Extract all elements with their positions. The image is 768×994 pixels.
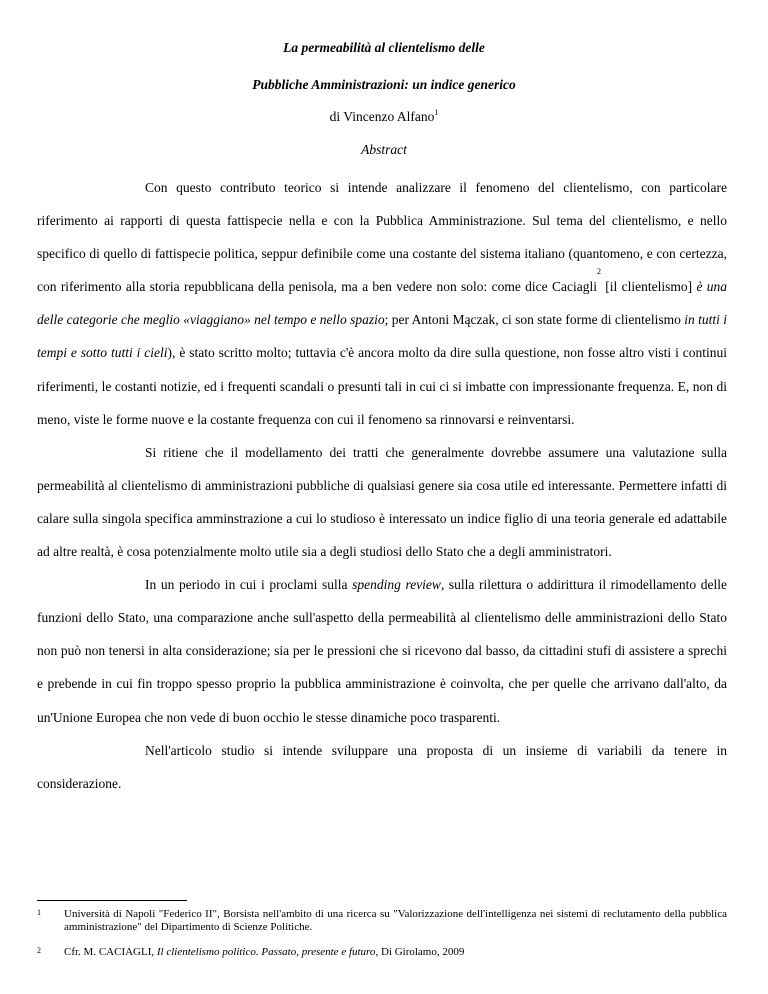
abstract-heading: Abstract	[361, 142, 407, 157]
author-name: di Vincenzo Alfano	[329, 109, 435, 124]
footnote-text	[64, 946, 727, 959]
paragraph-4: Nell'articolo studio si intende sviluppare una proposta di un insieme di variabili da tenere in considerazione.	[37, 742, 727, 791]
caciagli-quote: è una delle categorie che meglio «viaggiano» nel tempo e nello spazio	[37, 279, 728, 328]
maczak-quote: in tutti i tempi e sotto tutti i cieli	[37, 312, 728, 361]
paragraph-2: Si ritiene che il modellamento dei tratti che generalmente dovrebbe assumere una valutazione sulla permeabilità al clientelismo di amministrazioni pubbliche di qualsiasi genere sia cosa utile ed interessante. Permettere infatti di calare sulla singola specifica amminstrazione a cui lo studioso è interessato un indice figlio di una teoria generale ed adattabile ad altre realtà, è cosa potenzialmente molto utile sia a degli studiosi dello Stato che a degli amministratori.	[37, 444, 727, 560]
citation-author: Cfr. M. CACIAGLI,	[64, 946, 157, 958]
paragraph-3-text: , sulla rilettura o addirittura il rimodellamento delle funzioni dello Stato, una comparazione anche sull'aspetto della permeabilità al clientelismo delle amministrazioni dello Stato non può non tenersi in alta considerazione; sia per le pressioni che si ricevono dal basso, da cittadini stufi di assistere a sprechi e prebende in cui fin troppo spesso proprio la pubblica amministrazione è coinvolta, che per quelle che arrivano dall'alto, da un'Unione Europea che non vede di buon occhio le stesse dinamiche poco trasparenti.	[37, 577, 727, 725]
paragraph-1-text: ; per Antoni Mączak, ci son state forme di clientelismo	[384, 312, 685, 328]
citation-title: Il clientelismo politico. Passato, presente e futuro	[156, 946, 376, 958]
footnote-separator	[37, 900, 187, 901]
footnote-number: 2	[37, 946, 41, 955]
footnote-number: 1	[37, 908, 41, 917]
footnote-ref-1[interactable]: 1	[434, 108, 439, 117]
paragraph-1-text: ), è stato scritto molto; tuttavia c'è ancora molto da dire sulla questione, non fosse altro visti i continui riferimenti, le costanti notizie, ed i frequenti scandali o presunti tali in cui ci si imbatte con impressionante frequenza. E, non di meno, viste le forme nuove e la costante frequenza con cui il fenomeno sa rinnovarsi e reinventarsi.	[37, 345, 728, 427]
footnote-1	[37, 908, 727, 933]
abstract-body	[37, 171, 728, 791]
paragraph-1-text: Con questo contributo teorico si intende analizzare il fenomeno del clientelismo, con particolare riferimento ai rapporti di questa fattispecie nella e con la Pubblica Amministrazione. Sul tema del clientelismo, e nello specifico di quello di fattispecie politica, seppur definibile come una costante del sistema italiano (quantomeno, e con certezza, con riferimento alla storia repubblicana della penisola, ma a ben vedere non solo: come dice Caciagli	[37, 180, 727, 295]
title-line-2: Pubbliche Amministrazioni: un indice generico	[252, 77, 516, 92]
paragraph-3-text: In un periodo in cui i proclami sulla	[145, 577, 353, 593]
author-line	[0, 109, 768, 125]
paragraph-1	[37, 171, 727, 436]
paragraph-3	[37, 568, 727, 733]
paragraph-1-text: [il clientelismo]	[600, 279, 697, 295]
title-line-1: La permeabilità al clientelismo delle	[283, 40, 485, 55]
citation-publisher: , Di Girolamo, 2009	[375, 946, 465, 958]
footnote-2	[37, 946, 727, 959]
footnote-text: Università di Napoli "Federico II", Borsista nell'ambito di una ricerca su "Valorizzazione dell'intelligenza nei sistemi di reclutamento della pubblica amministrazione" del Dipartimento di Scienze Politiche.	[64, 908, 727, 933]
spending-review-term: spending review	[352, 577, 441, 593]
footnote-ref-2[interactable]: 2	[596, 267, 601, 277]
